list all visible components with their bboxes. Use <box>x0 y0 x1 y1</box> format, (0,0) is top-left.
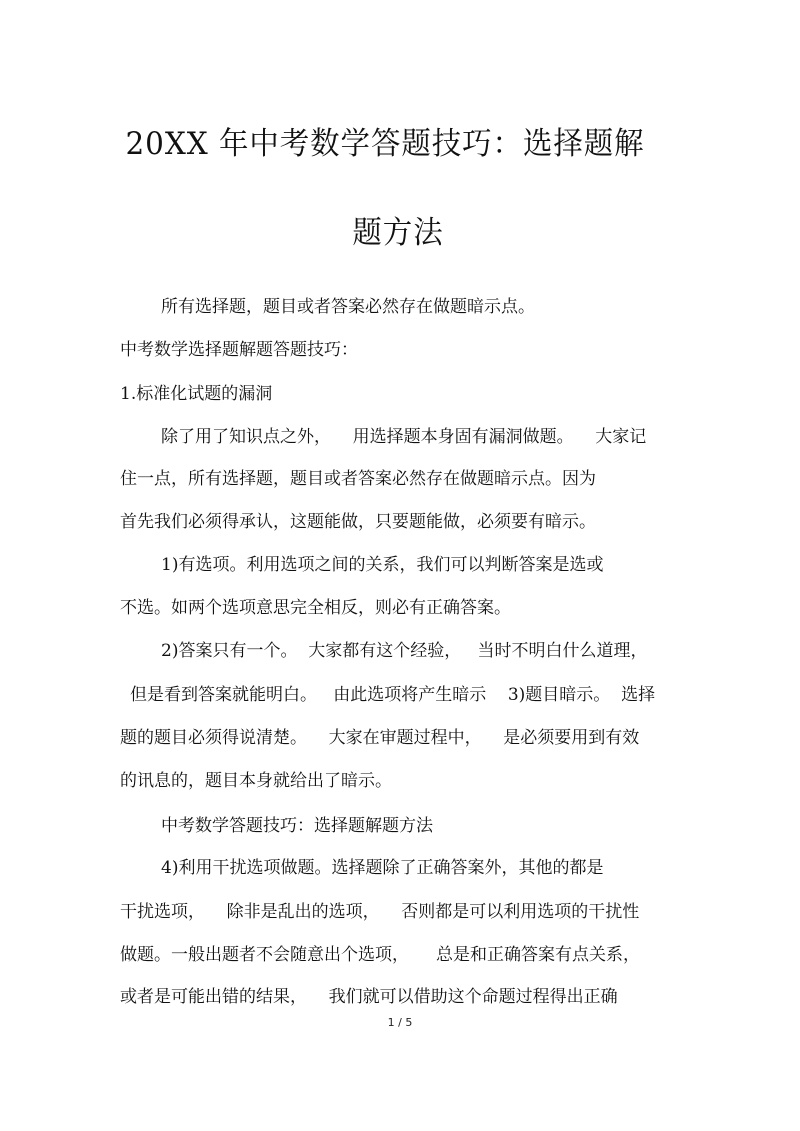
paragraph-line: 或者是可能出错的结果， 我们就可以借助这个命题过程得出正确 <box>120 987 618 1007</box>
paragraph-line: 住一点，所有选择题，题目或者答案必然存在做题暗示点。因为 <box>120 469 596 489</box>
paragraph-line: 的讯息的，题目本身就给出了暗示。 <box>120 771 392 791</box>
paragraph-line: 2)答案只有一个。 大家都有这个经验， 当时不明白什么道理， <box>161 641 648 661</box>
paragraph-line: 不选。如两个选项意思完全相反，则必有正确答案。 <box>120 598 511 618</box>
paragraph-line: 干扰选项， 除非是乱出的选项， 否则都是可以利用选项的干扰性 <box>120 902 640 922</box>
paragraph-line: 所有选择题，题目或者答案必然存在做题暗示点。 <box>161 297 535 317</box>
document-title-line-1: 20XX 年中考数学答题技巧：选择题解 <box>125 126 645 162</box>
page-number: 1 / 5 <box>387 1016 413 1029</box>
paragraph-line: 做题。一般出题者不会随意出个选项， 总是和正确答案有点关系， <box>120 945 641 965</box>
paragraph-line: 首先我们必须得承认，这题能做，只要题能做，必须要有暗示。 <box>120 512 596 532</box>
paragraph-line: 4)利用干扰选项做题。选择题除了正确答案外，其他的都是 <box>161 858 604 878</box>
paragraph-line: 但是看到答案就能明白。 由此选项将产生暗示 3)题目暗示。 选择 <box>130 685 656 705</box>
document-title-line-2: 题方法 <box>352 215 444 251</box>
paragraph-line: 1)有选项。利用选项之间的关系，我们可以判断答案是选或 <box>161 555 604 575</box>
section-heading: 中考数学答题技巧：选择题解题方法 <box>161 816 433 836</box>
paragraph-line: 题的题目必须得说清楚。 大家在审题过程中， 是必须要用到有效 <box>120 728 640 748</box>
section-heading: 1.标准化试题的漏洞 <box>120 384 273 404</box>
paragraph-line: 除了用了知识点之外， 用选择题本身固有漏洞做题。 大家记 <box>161 427 647 447</box>
paragraph-line: 中考数学选择题解题答题技巧： <box>120 340 358 360</box>
